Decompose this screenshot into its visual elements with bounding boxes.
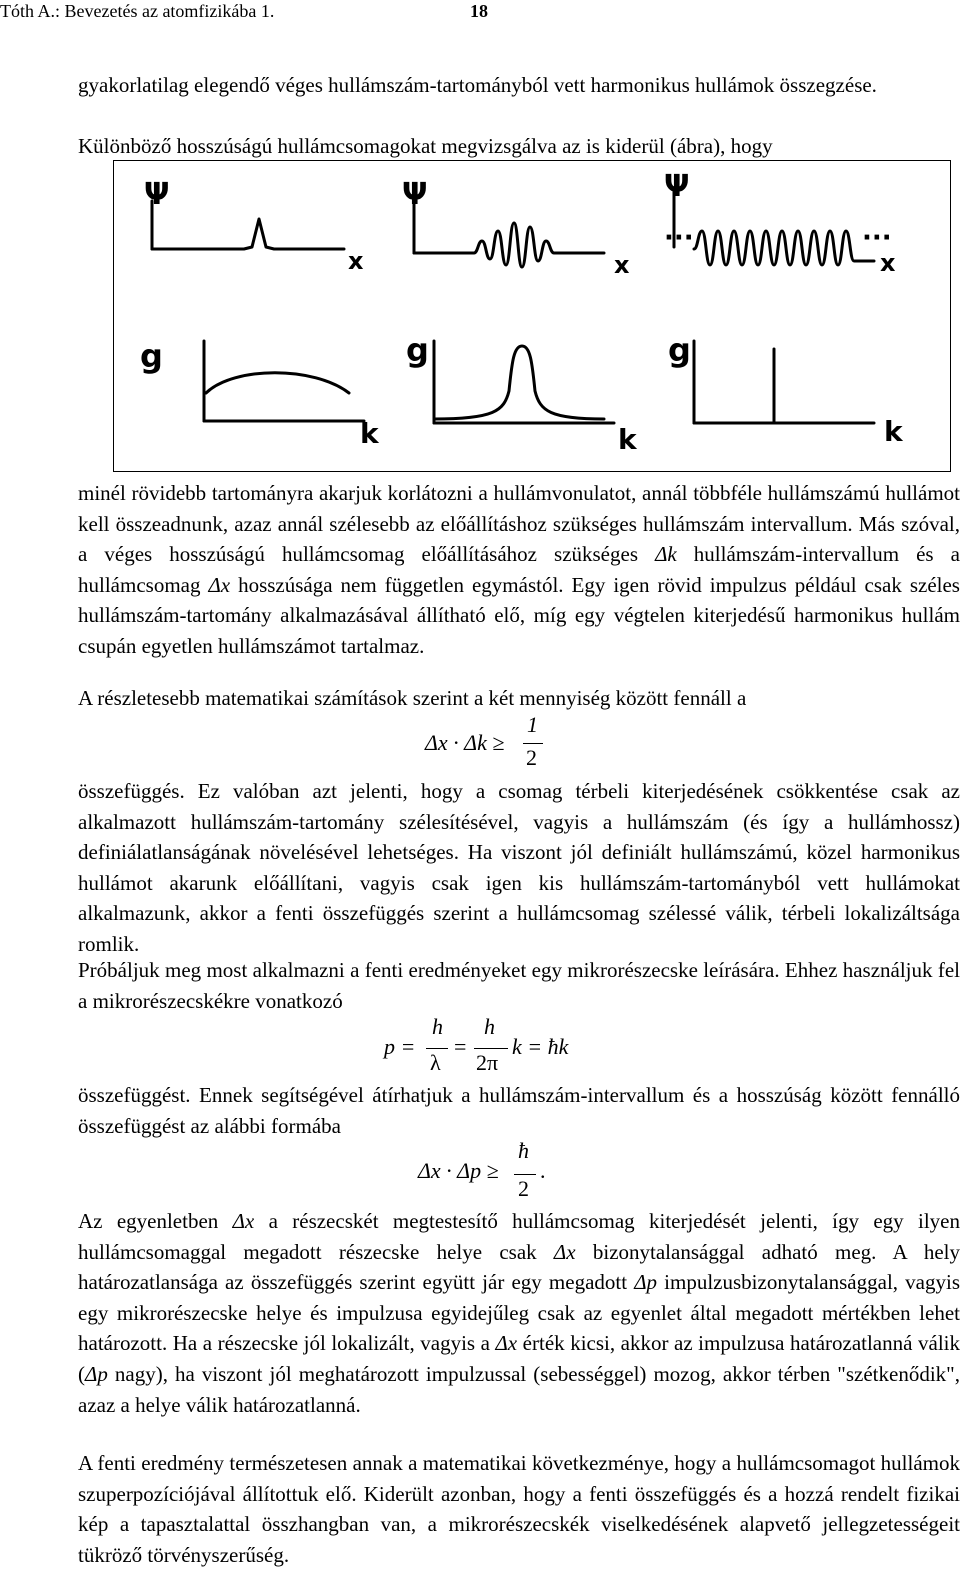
- p3-delta-x: Δx: [208, 572, 231, 597]
- x-label-3: x: [880, 249, 896, 277]
- eq3-lhs: Δx · Δp ≥: [418, 1158, 499, 1183]
- eq2-equals: =: [454, 1034, 467, 1059]
- page-number: 18: [470, 1, 488, 21]
- p8-text-e: érték kicsi, akkor az impulzusa határozatlanná válik (: [78, 1331, 960, 1386]
- psi-wave-3: [694, 231, 874, 265]
- eq2-twopi: 2π: [476, 1050, 499, 1075]
- eq1-lhs: Δx · Δk ≥: [425, 730, 505, 755]
- psi-label-2: Ψ: [402, 177, 428, 212]
- running-title: Tóth A.: Bevezetés az atomfizikába 1.: [0, 1, 275, 21]
- eq3-fraction-line: [514, 1174, 536, 1175]
- dots-right: ···: [862, 223, 892, 253]
- p8-delta-x-1: Δx: [232, 1209, 255, 1233]
- x-label-1: x: [348, 247, 364, 275]
- eq3-period: .: [540, 1158, 546, 1183]
- psi-wave-1: [152, 219, 344, 249]
- p8-text-f: nagy), ha viszont jól meghatározott impulzussal (sebességgel) mozog, akkor térben "szétkenődik", azaz a helye válik határozatlanná.: [78, 1361, 960, 1417]
- p3-text-b: hullámszám-intervallum és a hullámcsomag: [78, 542, 960, 597]
- eq1-numerator: 1: [527, 712, 538, 737]
- p8-delta-p-2: Δp: [85, 1361, 108, 1386]
- psi-label-1: Ψ: [144, 177, 170, 212]
- p3-delta-k: Δk: [655, 542, 677, 567]
- running-header: [0, 0, 960, 24]
- equation-heisenberg: [418, 1138, 578, 1202]
- paragraph-2: Különböző hosszúságú hullámcsomagokat megvizsgálva az is kiderül (ábra), hogy: [78, 134, 773, 158]
- g-spectrum-2: [434, 346, 604, 419]
- g-label-2: g: [406, 331, 429, 369]
- g-label-1: g: [140, 337, 163, 375]
- dots-left: ···: [664, 223, 694, 253]
- p8-delta-x-2: Δx: [553, 1239, 576, 1264]
- p8-text-a: Az egyenletben: [78, 1209, 233, 1233]
- eq3-denominator: 2: [518, 1176, 529, 1201]
- p8-delta-x-3: Δx: [495, 1331, 518, 1356]
- paragraph-4: A részletesebb matematikai számítások szerint a két mennyiség között fennáll a: [78, 686, 747, 710]
- equation-de-broglie: [384, 1014, 604, 1078]
- p3-text-c: hosszúsága nem független egymástól. Egy igen rövid impulzus például csak széles hullámszám-tartomány alkalmazásával állítható elő, míg egy végtelen kiterjedésű harmonikus hullám csupán egyetlen hullámszámot tartalmaz.: [78, 572, 960, 658]
- psi-label-3: Ψ: [664, 169, 690, 204]
- p8-text-b: a részecskét megtestesítő hullámcsomag kiterjedését jelenti, így egy ilyen hullámcsomaggal megadott részecske helye csak: [78, 1209, 960, 1264]
- figure-drawing: [114, 161, 950, 471]
- eq3-numerator: ħ: [518, 1138, 529, 1163]
- k-label-3: k: [884, 415, 903, 448]
- eq1-denominator: 2: [526, 745, 537, 770]
- eq2-lambda: λ: [430, 1050, 441, 1075]
- eq2-k: k = ħk: [512, 1034, 569, 1059]
- paragraph-7: összefüggést. Ennek segítségével átírhatjuk a hullámszám-intervallum és a hosszúság között fennálló összefüggést az alábbi formába: [78, 1083, 960, 1138]
- eq2-fraction-line-1: [426, 1048, 448, 1049]
- paragraph-3: [78, 478, 960, 662]
- g-label-3: g: [668, 331, 691, 369]
- eq2-fraction-line-2: [474, 1048, 508, 1049]
- paragraph-5: összefüggés. Ez valóban azt jelenti, hogy a csomag térbeli kiterjedésének csökkentése csak az alkalmazott hullámszám-tartomány szélesítésével, vagyis a hullámszám (és így a hullámhossz) definiálatlanságának növelésével lehetséges. Ha viszont jól definiált hullámszámú, közel harmonikus hullámot akarunk előállítani, vagyis csak igen kis hullámszám-tartományból vett hullámokat alkalmazunk, akkor a fenti összefüggés szerint a hullámcsomag szélessé válik, térbeli lokalizáltsága romlik.: [78, 779, 960, 956]
- eq2-p: p =: [384, 1034, 416, 1059]
- eq2-h2: h: [484, 1014, 495, 1039]
- x-label-2: x: [614, 251, 630, 279]
- k-label-2: k: [618, 423, 637, 456]
- g-spectrum-1: [206, 373, 349, 393]
- paragraph-1: gyakorlatilag elegendő véges hullámszám-tartományból vett harmonikus hullámok összegzése.: [78, 73, 877, 97]
- paragraph-6: Próbáljuk meg most alkalmazni a fenti eredményeket egy mikrorészecske leírására. Ehhez használjuk fel a mikrorészecskékre vonatkozó: [78, 958, 960, 1013]
- p3-text-a: minél rövidebb tartományra akarjuk korlátozni a hullámvonulatot, annál többféle hullámszámú hullámot kell összeadnunk, azaz annál szélesebb az előállításhoz szükséges hullámszám intervallum. Más szóval, a véges hosszúságú hullámcsomag előállításához szükséges: [78, 481, 960, 567]
- p8-text-d: impulzusbizonytalansággal, vagyis egy mikrorészecske helye és impulzusa egyidejűleg csak az egyenlet által megadott mértékben lehet határozott. Ha a részecske jól lokalizált, vagyis a: [78, 1270, 960, 1356]
- psi-wave-2: [414, 223, 604, 267]
- k-label-1: k: [360, 417, 379, 450]
- eq2-h1: h: [432, 1014, 443, 1039]
- p8-text-c: bizonytalansággal adható meg. A hely határozatlansága az összefüggés szerint együtt jár egy megadott: [78, 1239, 960, 1295]
- paragraph-8: [78, 1206, 960, 1420]
- paragraph-9: A fenti eredmény természetesen annak a matematikai következménye, hogy a hullámcsomagot hullámok szuperpozíciójával állítottuk elő. Kiderült azonban, hogy a fenti összefüggés és a hozzá rendelt fizikai kép a tapasztalattal összhangban van, a mikrorészecskék viselkedésének alapvető jellegzetességeit tükröző törvényszerűség.: [78, 1451, 960, 1567]
- wave-packet-figure: [113, 160, 951, 472]
- equation-uncertainty-k: [425, 712, 565, 772]
- p8-delta-p-1: Δp: [634, 1270, 658, 1295]
- eq1-fraction-line: [523, 743, 543, 744]
